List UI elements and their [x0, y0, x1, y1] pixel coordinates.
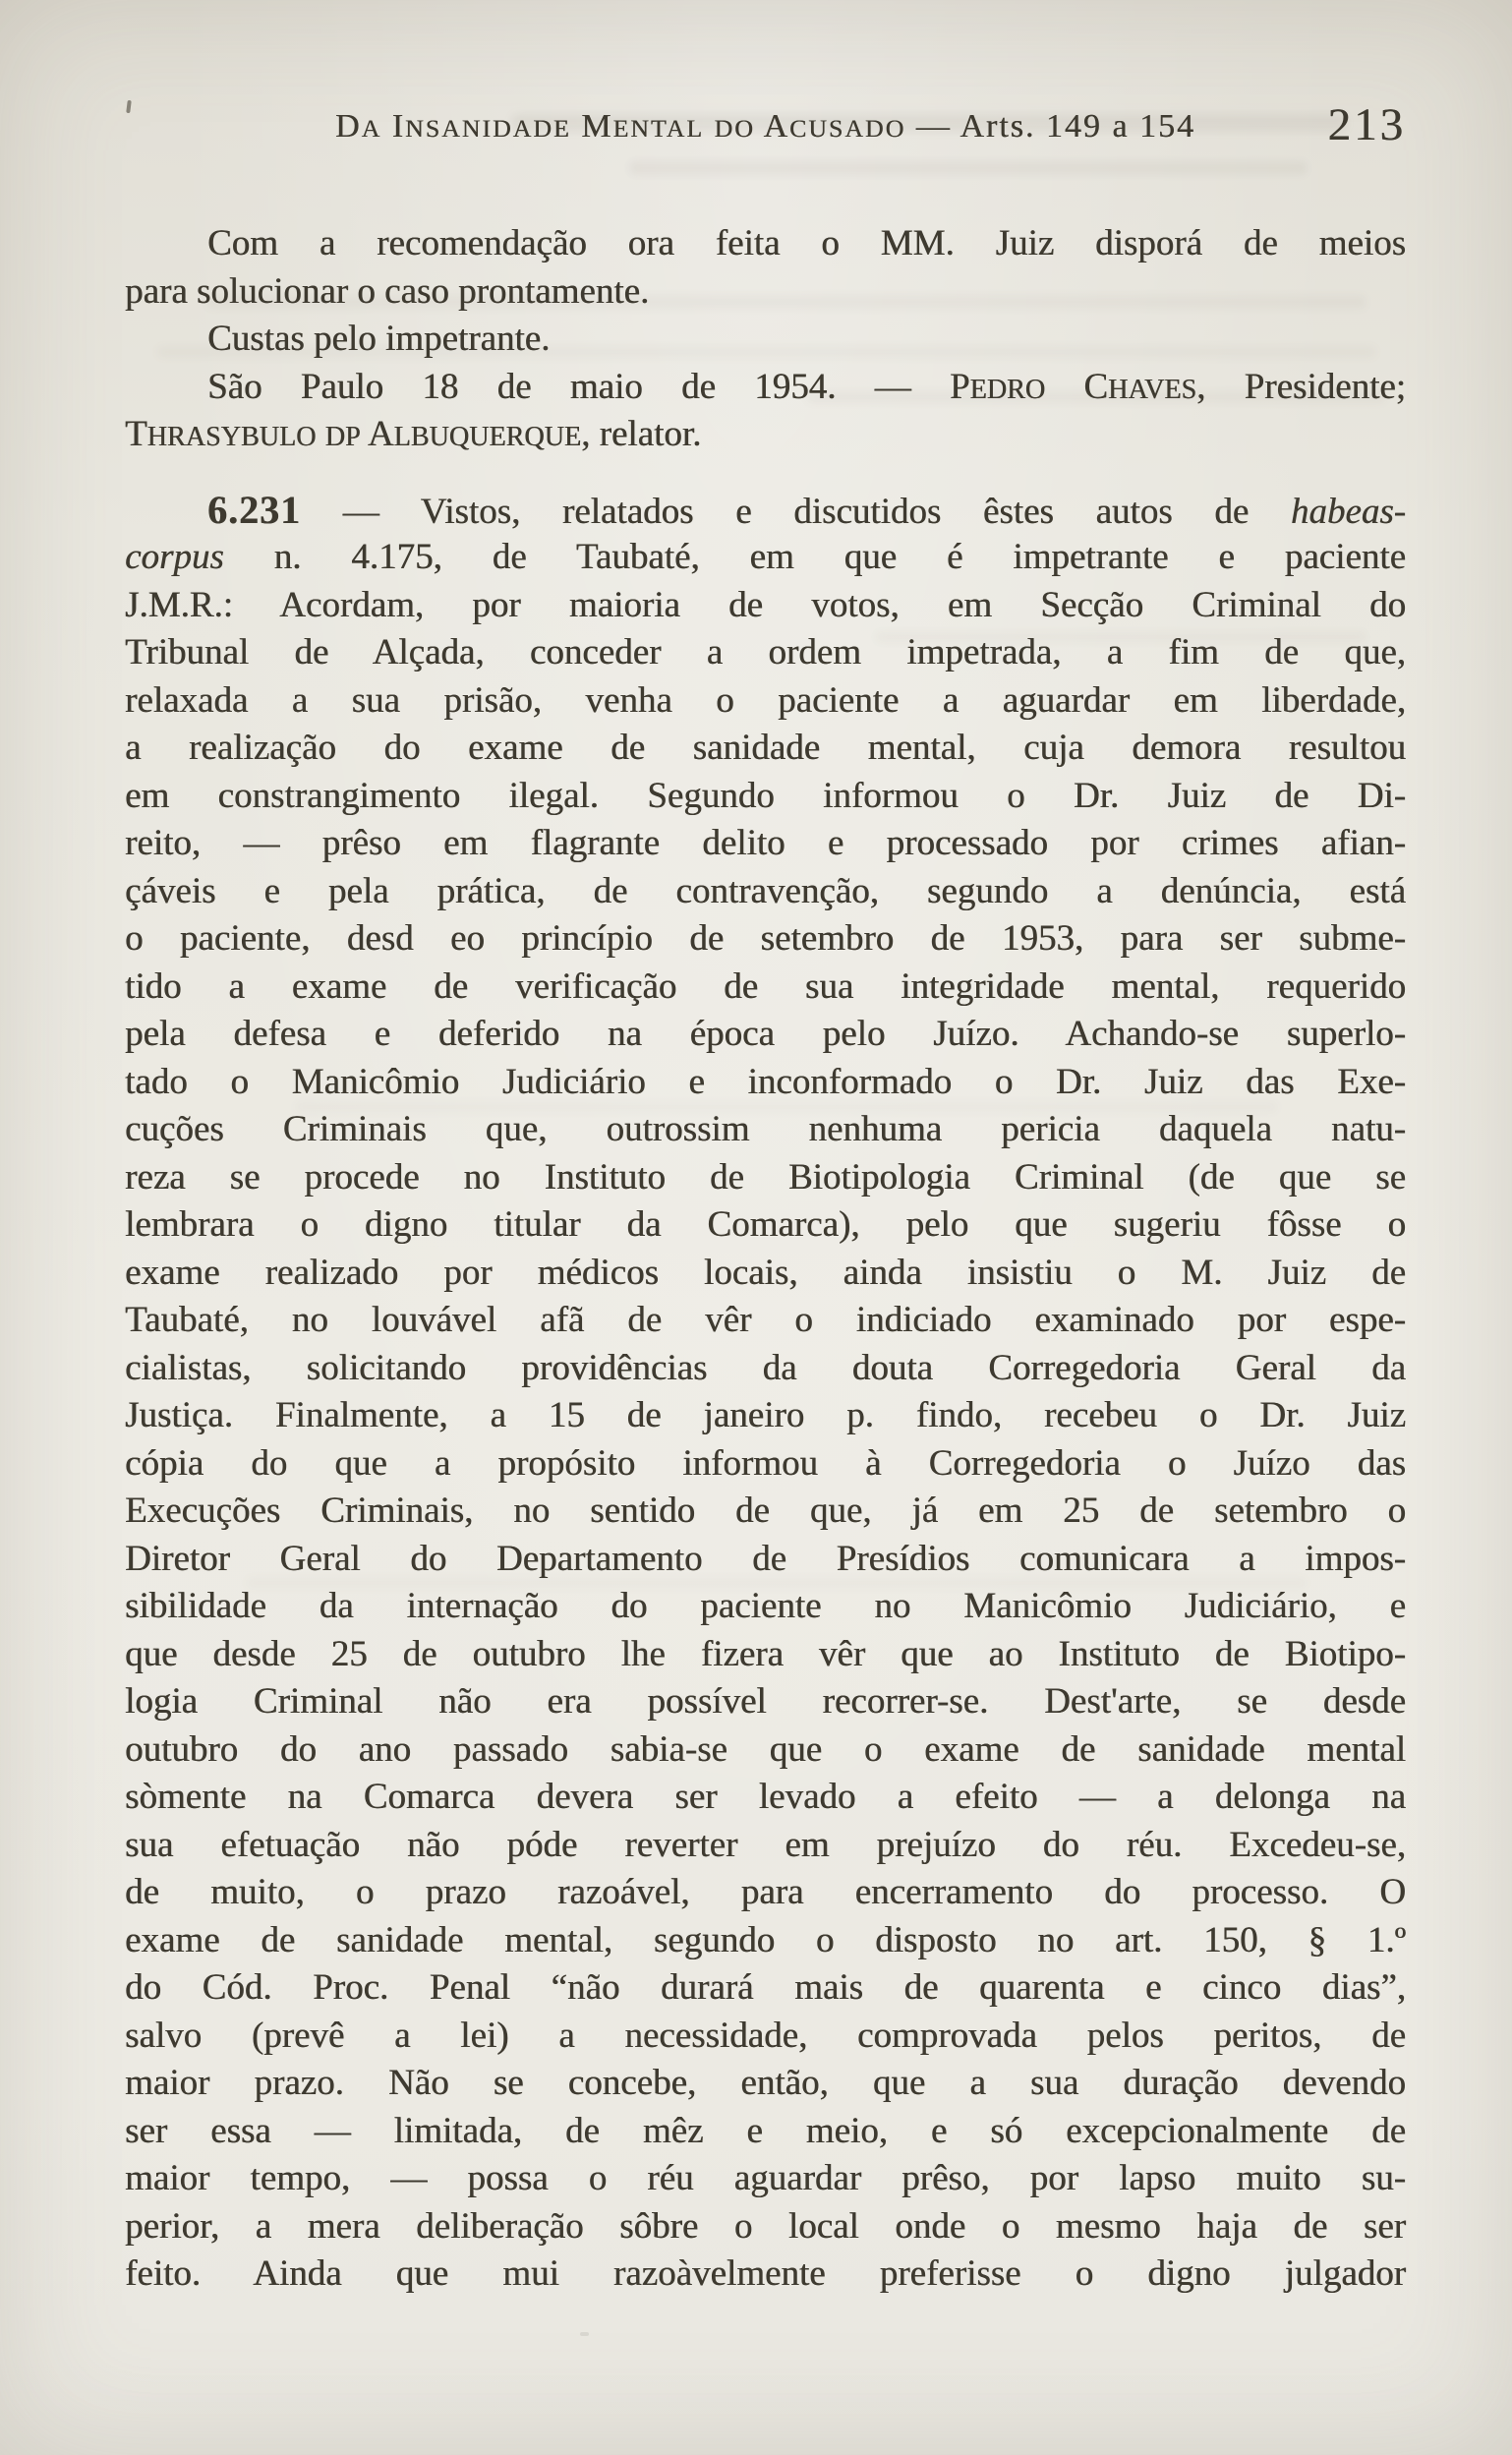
text-line-19 [125, 1106, 1406, 1154]
text-segment-normal: n. 4.175, de Taubaté, em que é impetrante e paciente [223, 537, 1406, 577]
text-line-11 [125, 725, 1406, 773]
text-line-29 [125, 1583, 1406, 1631]
text-line-36 [125, 1917, 1406, 1965]
text-line-16 [125, 964, 1406, 1012]
text-line-40 [125, 2108, 1406, 2156]
text-line-8 [125, 582, 1406, 630]
text-line-30 [125, 1631, 1406, 1679]
chapter-title [335, 108, 1195, 145]
text-segment-normal: Com a recomendação ora feita o MM. Juiz disporá de meios [207, 223, 1406, 263]
text-segment-normal: que desde 25 de outubro lhe fizera vêr que ao Instituto de Biotipo- [125, 1633, 1406, 1674]
text-segment-normal: cuções Criminais que, outrossim nenhuma pericia daquela natu- [125, 1109, 1406, 1149]
text-segment-italic: habeas- [1290, 491, 1406, 532]
text-line-12 [125, 773, 1406, 821]
text-segment-normal: reza se procede no Instituto de Biotipologia Criminal (de que se [125, 1156, 1406, 1198]
text-line-37 [125, 1964, 1406, 2013]
text-segment-normal: São Paulo 18 de maio de 1954. — [207, 366, 950, 407]
text-segment-smallcaps: DA INSANIDADE MENTAL DO ACUSADO [335, 108, 906, 145]
text-segment-bold: 6.231 [207, 487, 301, 532]
text-line-31 [125, 1678, 1406, 1726]
text-segment-normal: outubro do ano passado sabia-se que o exame de sanidade mental [125, 1728, 1406, 1770]
text-segment-normal: maior tempo, — possa o réu aguardar prêso, por lapso muito su- [125, 2158, 1406, 2198]
text-segment-normal: a realização do exame de sanidade mental, cuja demora resultou [125, 728, 1406, 768]
running-header [125, 99, 1406, 150]
text-segment-normal: exame realizado por médicos locais, ainda insistiu o M. Juiz de [125, 1252, 1406, 1293]
text-segment-normal: Taubaté, no louvável afã de vêr o indiciado examinado por espe- [125, 1300, 1406, 1340]
text-segment-normal: , Presidente; [1196, 366, 1407, 407]
text-segment-normal: cialistas, solicitando providências da douta Corregedoria Geral da [125, 1347, 1406, 1388]
text-line-15 [125, 915, 1406, 964]
text-segment-normal: de muito, o prazo razoável, para encerramento do processo. O [125, 1872, 1406, 1912]
text-segment-normal: salvo (prevê a lei) a necessidade, comprovada pelos peritos, de [125, 2015, 1406, 2056]
ink-speck-artifact [580, 2332, 589, 2336]
text-line-7 [125, 534, 1406, 582]
text-segment-normal: Tribunal de Alçada, conceder a ordem impetrada, a fim de que, [125, 632, 1406, 672]
text-line-1 [125, 220, 1406, 268]
text-line-24 [125, 1345, 1406, 1393]
text-line-2 [125, 268, 1406, 317]
text-segment-normal: tado o Manicômio Judiciário e inconformado o Dr. Juiz das Exe- [125, 1061, 1406, 1102]
text-segment-italic: corpus [125, 537, 224, 577]
text-line-23 [125, 1297, 1406, 1345]
text-line-20 [125, 1154, 1406, 1202]
text-line-38 [125, 2013, 1406, 2061]
text-line-13 [125, 820, 1406, 868]
text-segment-normal: ser essa — limitada, de mêz e meio, e só excepcionalmente de [125, 2110, 1406, 2151]
text-segment-smallcaps: THRASYBULO DP ALBUQUERQUE [125, 414, 582, 454]
text-segment-smallcaps: PEDRO CHAVES [949, 366, 1197, 407]
text-segment-normal: cópia do que a propósito informou à Corregedoria o Juízo das [125, 1442, 1406, 1484]
text-line-3 [125, 316, 1406, 364]
text-segment-normal: para solucionar o caso prontamente. [125, 270, 650, 312]
text-segment-normal: o paciente, desd eo princípio de setembro de 1953, para ser subme- [125, 918, 1406, 959]
text-segment-normal: J.M.R.: Acordam, por maioria de votos, em Secção Criminal do [125, 584, 1406, 625]
text-segment-normal: Justiça. Finalmente, a 15 de janeiro p. findo, recebeu o Dr. Juiz [125, 1395, 1406, 1435]
text-line-9 [125, 629, 1406, 677]
text-segment-normal: logia Criminal não era possível recorrer-se. Dest'arte, se desde [125, 1681, 1406, 1722]
text-line-39 [125, 2060, 1406, 2108]
text-line-6 [125, 487, 1406, 535]
text-segment-normal: — Vistos, relatados e discutidos êstes autos de [301, 491, 1291, 532]
page-number: 213 [1327, 99, 1406, 150]
text-line-32 [125, 1726, 1406, 1775]
text-line-14 [125, 868, 1406, 916]
text-line-34 [125, 1822, 1406, 1870]
text-line-25 [125, 1392, 1406, 1440]
text-line-35 [125, 1869, 1406, 1917]
text-line-43 [125, 2250, 1406, 2299]
text-line-27 [125, 1488, 1406, 1536]
text-line-4 [125, 364, 1406, 412]
show-through-artifact [629, 161, 1308, 175]
text-line-18 [125, 1059, 1406, 1107]
text-segment-normal: relaxada a sua prisão, venha o paciente a aguardar em liberdade, [125, 679, 1406, 721]
text-segment-normal: feito. Ainda que mui razoàvelmente preferisse o digno julgador [125, 2253, 1406, 2294]
text-line-17 [125, 1011, 1406, 1059]
text-line-33 [125, 1774, 1406, 1822]
text-segment-normal: tido a exame de verificação de sua integridade mental, requerido [125, 965, 1406, 1007]
text-segment-normal: reito, — prêso em flagrante delito e processado por crimes afian- [125, 823, 1406, 863]
text-segment-normal: — Arts. 149 a 154 [905, 108, 1195, 145]
text-segment-normal: pela defesa e deferido na época pelo Juízo. Achando-se superlo- [125, 1014, 1406, 1054]
text-segment-normal: maior prazo. Não se concebe, então, que a sua duração devendo [125, 2063, 1406, 2103]
text-segment-normal: çáveis e pela prática, de contravenção, segundo a denúncia, está [125, 870, 1406, 911]
text-segment-normal: , relator. [581, 414, 702, 454]
text-segment-normal: Diretor Geral do Departamento de Presídios comunicara a impos- [125, 1538, 1406, 1579]
text-line-42 [125, 2203, 1406, 2251]
text-segment-normal: lembrara o digno titular da Comarca), pelo que sugeriu fôsse o [125, 1204, 1406, 1245]
text-segment-normal: perior, a mera deliberação sôbre o local onde o mesmo haja de ser [125, 2205, 1406, 2247]
text-segment-normal: do Cód. Proc. Penal “não durará mais de quarenta e cinco dias”, [125, 1967, 1406, 2008]
text-block [125, 220, 1406, 2299]
text-segment-normal: Custas pelo impetrante. [207, 319, 551, 359]
text-line-41 [125, 2155, 1406, 2203]
text-line-28 [125, 1536, 1406, 1584]
text-segment-normal: sibilidade da internação do paciente no Manicômio Judiciário, e [125, 1586, 1406, 1626]
text-segment-normal: sòmente na Comarca devera ser levado a efeito — a delonga na [125, 1777, 1406, 1817]
text-line-10 [125, 677, 1406, 726]
text-segment-normal: Execuções Criminais, no sentido de que, já em 25 de setembro o [125, 1491, 1406, 1531]
text-line-5 [125, 411, 1406, 459]
text-line-22 [125, 1250, 1406, 1298]
text-segment-normal: exame de sanidade mental, segundo o disposto no art. 150, § 1.º [125, 1919, 1406, 1960]
text-line-26 [125, 1440, 1406, 1489]
text-segment-normal: sua efetuação não póde reverter em prejuízo do réu. Excedeu-se, [125, 1824, 1406, 1865]
text-segment-normal: em constrangimento ilegal. Segundo informou o Dr. Juiz de Di- [125, 775, 1406, 816]
text-line-21 [125, 1201, 1406, 1250]
